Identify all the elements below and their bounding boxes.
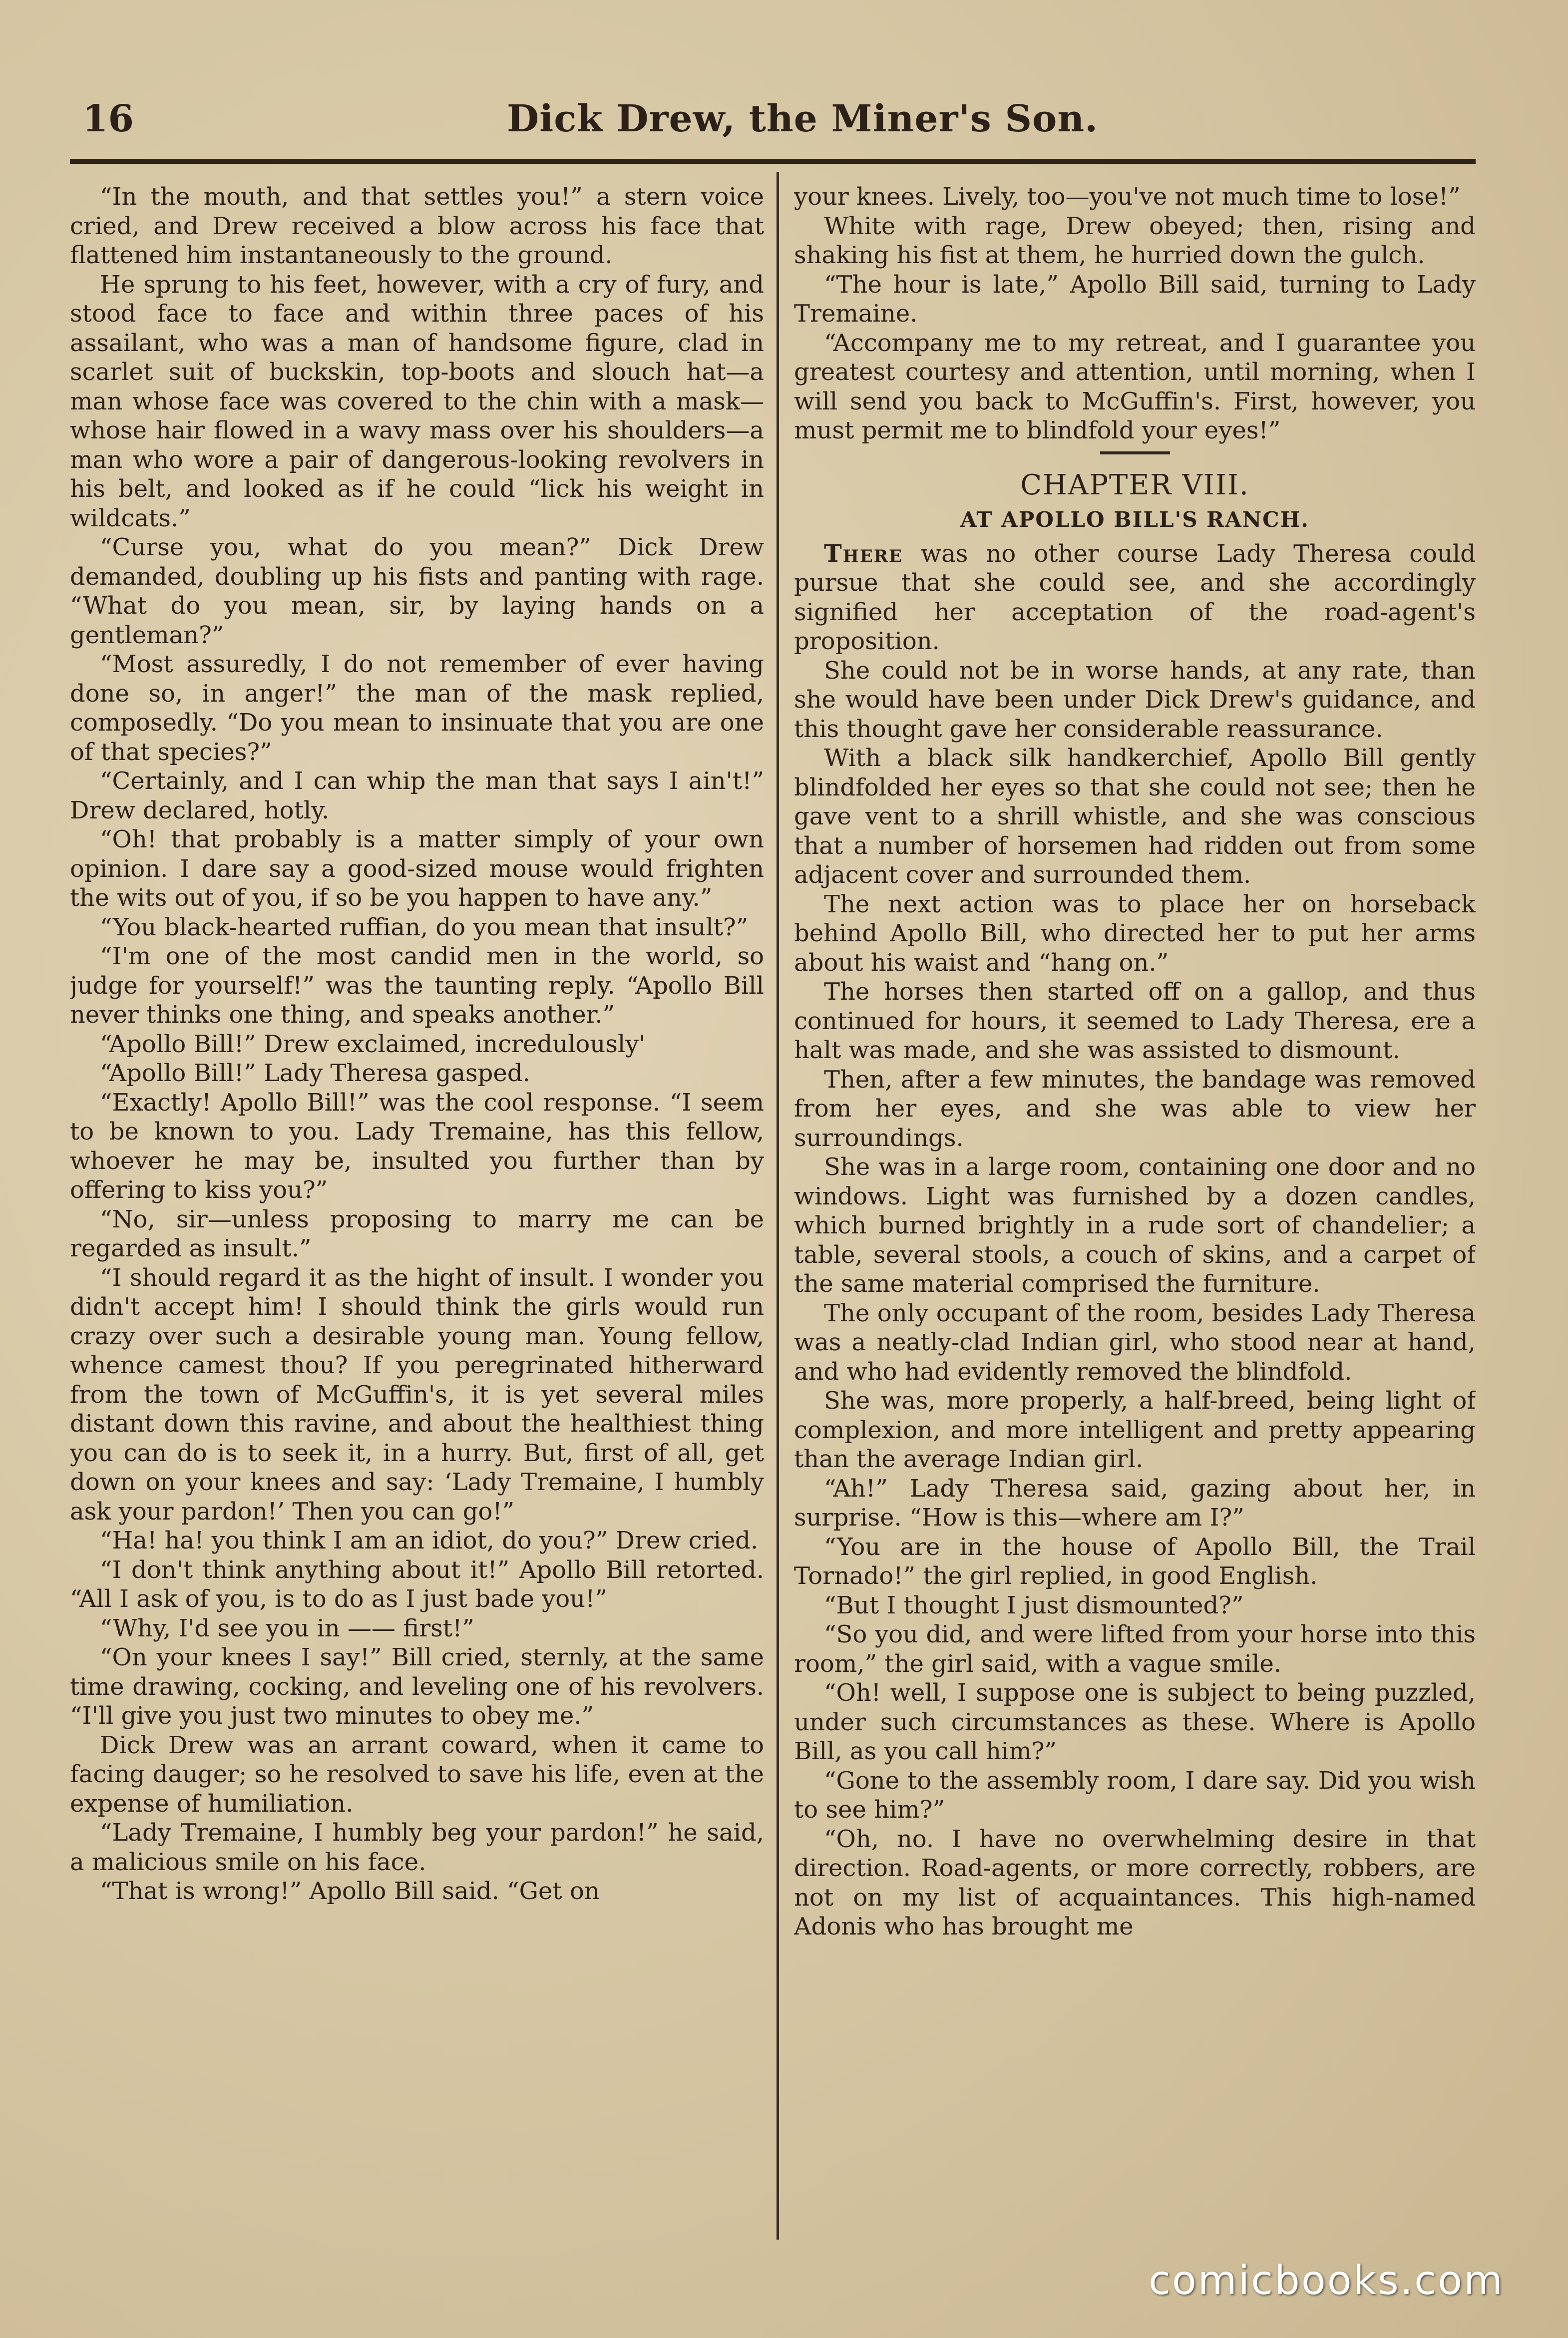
paragraph: “The hour is late,” Apollo Bill said, turning to Lady Tremaine. bbox=[794, 270, 1476, 328]
paragraph: With a black silk handkerchief, Apollo Bill gently blindfolded her eyes so that she could not see; then he gave vent to a shrill whistle, and she was conscious that a number of horsemen had ridden out from some adjacent cover and surrounded them. bbox=[794, 744, 1476, 889]
right-column bbox=[794, 182, 1476, 2245]
paragraph: “Oh! well, I suppose one is subject to being puzzled, under such circumstances as these. Where is Apollo Bill, as you call him?” bbox=[794, 1679, 1476, 1765]
paragraph: “In the mouth, and that settles you!” a stern voice cried, and Drew received a blow across his face that flattened him instantaneously to the ground. bbox=[70, 183, 764, 269]
paragraph: “I'm one of the most candid men in the world, so judge for yourself!” was the taunting reply. “Apollo Bill never thinks one thing, and speaks another.” bbox=[70, 942, 764, 1029]
paragraph: “So you did, and were lifted from your horse into this room,” the girl said, with a vague smile. bbox=[794, 1620, 1476, 1678]
paragraph: The next action was to place her on horseback behind Apollo Bill, who directed her to put her arms about his waist and “hang on.” bbox=[794, 890, 1476, 977]
chapter-first-paragraph bbox=[794, 539, 1476, 656]
chapter-first-word: There bbox=[824, 539, 903, 568]
paragraph: “Most assuredly, I do not remember of ever having done so, in anger!” the man of the mask replied, composedly. “Do you mean to insinuate that you are one of that species?” bbox=[70, 650, 764, 766]
continued-paragraph: your knees. Lively, too—you've not much time to lose!” bbox=[794, 183, 1461, 211]
chapter-first-paragraph-text: was no other course Lady Theresa could pursue that she could see, and she accordingly signified her acceptation of the road-agent's proposition. bbox=[794, 539, 1476, 655]
paragraph: Dick Drew was an arrant coward, when it came to facing dauger; so he resolved to save his life, even at the expense of humiliation. bbox=[70, 1731, 764, 1818]
paragraph: “Ha! ha! you think I am an idiot, do you?” Drew cried. bbox=[100, 1527, 759, 1555]
paragraph: “That is wrong!” Apollo Bill said. “Get on bbox=[100, 1877, 600, 1905]
paragraph: “But I thought I just dismounted?” bbox=[824, 1591, 1244, 1619]
paragraph: “I don't think anything about it!” Apollo Bill retorted. “All I ask of you, is to do as I just bade you!” bbox=[70, 1556, 764, 1613]
column-divider bbox=[777, 172, 779, 2240]
running-title: Dick Drew, the Miner's Son. bbox=[507, 97, 1098, 140]
chapter-title: CHAPTER VIII. bbox=[1020, 468, 1249, 501]
paragraph: “Gone to the assembly room, I dare say. Did you wish to see him?” bbox=[794, 1766, 1476, 1824]
paragraph: White with rage, Drew obeyed; then, rising and shaking his fist at them, he hurried down the gulch. bbox=[794, 212, 1476, 269]
site-watermark: comicbooks.com bbox=[1149, 2257, 1505, 2304]
paragraph: The only occupant of the room, besides Lady Theresa was a neatly-clad Indian girl, who stood near at hand, and who had evidently removed the blindfold. bbox=[794, 1299, 1476, 1386]
paragraph: “Apollo Bill!” Drew exclaimed, incredulously' bbox=[100, 1030, 646, 1058]
paragraph: The horses then started off on a gallop, and thus continued for hours, it seemed to Lady Theresa, ere a halt was made, and she was assisted to dismount. bbox=[794, 978, 1476, 1064]
paragraph: “Ah!” Lady Theresa said, gazing about her, in surprise. “How is this—where am I?” bbox=[794, 1474, 1476, 1532]
paragraph: “On your knees I say!” Bill cried, sternly, at the same time drawing, cocking, and leveling one of his revolvers. “I'll give you just two minutes to obey me.” bbox=[70, 1643, 764, 1730]
paragraph: “Why, I'd see you in —— first!” bbox=[100, 1614, 474, 1642]
paragraph: “Exactly! Apollo Bill!” was the cool response. “I seem to be known to you. Lady Tremaine, has this fellow, whoever he may be, insulted you further than by offering to kiss you?” bbox=[70, 1088, 764, 1204]
left-column bbox=[70, 182, 764, 2245]
paragraph: “No, sir—unless proposing to marry me can be regarded as insult.” bbox=[70, 1205, 764, 1262]
paragraph: Then, after a few minutes, the bandage was removed from her eyes, and she was able to view her surroundings. bbox=[794, 1065, 1476, 1152]
paragraph: “Lady Tremaine, I humbly beg your pardon!” he said, a malicious smile on his face. bbox=[70, 1819, 764, 1876]
page-number: 16 bbox=[82, 97, 134, 140]
paragraph: She was, more properly, a half-breed, being light of complexion, and more intelligent and pretty appearing than the average Indian girl. bbox=[794, 1387, 1476, 1473]
paragraph: “Oh! that probably is a matter simply of your own opinion. I dare say a good-sized mouse would frighten the wits out of you, if so be you happen to have any.” bbox=[70, 825, 764, 912]
paragraph: “You black-hearted ruffian, do you mean that insult?” bbox=[100, 913, 749, 941]
paragraph: “Apollo Bill!” Lady Theresa gasped. bbox=[100, 1059, 530, 1087]
section-rule bbox=[1100, 451, 1170, 454]
paragraph: She could not be in worse hands, at any rate, than she would have been under Dick Drew's guidance, and this thought gave her considerable reassurance. bbox=[794, 656, 1476, 743]
paragraph: “Accompany me to my retreat, and I guarantee you greatest courtesy and attention, until morning, when I will send you back to McGuffin's. First, however, you must permit me to blindfold your eyes!” bbox=[794, 329, 1476, 444]
paragraph: She was in a large room, containing one door and no windows. Light was furnished by a dozen candles, which burned brightly in a rude sort of chandelier; a table, several stools, a couch of skins, and a carpet of the same material comprised the furniture. bbox=[794, 1153, 1476, 1298]
paragraph: He sprung to his feet, however, with a cry of fury, and stood face to face and within three paces of his assailant, who was a man of handsome figure, clad in scarlet suit of buckskin, top-boots and slouch hat—a man whose face was covered to the chin with a mask—whose hair flowed in a wavy mass over his shoulders—a man who wore a pair of dangerous-looking revolvers in his belt, and looked as if he could “lick his weight in wildcats.” bbox=[70, 270, 764, 532]
paragraph: “You are in the house of Apollo Bill, the Trail Tornado!” the girl replied, in good English. bbox=[794, 1533, 1476, 1590]
chapter-subtitle: AT APOLLO BILL'S RANCH. bbox=[960, 507, 1309, 532]
paragraph: “Curse you, what do you mean?” Dick Drew demanded, doubling up his fists and panting with rage. “What do you mean, sir, by laying hands on a gentleman?” bbox=[70, 533, 764, 649]
header-rule bbox=[70, 159, 1476, 164]
paragraph: “Oh, no. I have no overwhelming desire in that direction. Road-agents, or more correctly, robbers, are not on my list of acquaintances. This high-named Adonis who has brought me bbox=[794, 1825, 1476, 1941]
paragraph: “Certainly, and I can whip the man that says I ain't!” Drew declared, hotly. bbox=[70, 767, 764, 824]
page-header bbox=[67, 87, 1471, 142]
paragraph: “I should regard it as the hight of insult. I wonder you didn't accept him! I should think the girls would run crazy over such a desirable young man. Young fellow, whence camest thou? If you peregrinated hitherward from the town of McGuffin's, it is yet several miles distant down this ravine, and about the healthiest thing you can do is to seek it, in a hurry. But, first of all, get down on your knees and say: ‘Lady Tremaine, I humbly ask your pardon!’ Then you can go!” bbox=[70, 1263, 764, 1526]
